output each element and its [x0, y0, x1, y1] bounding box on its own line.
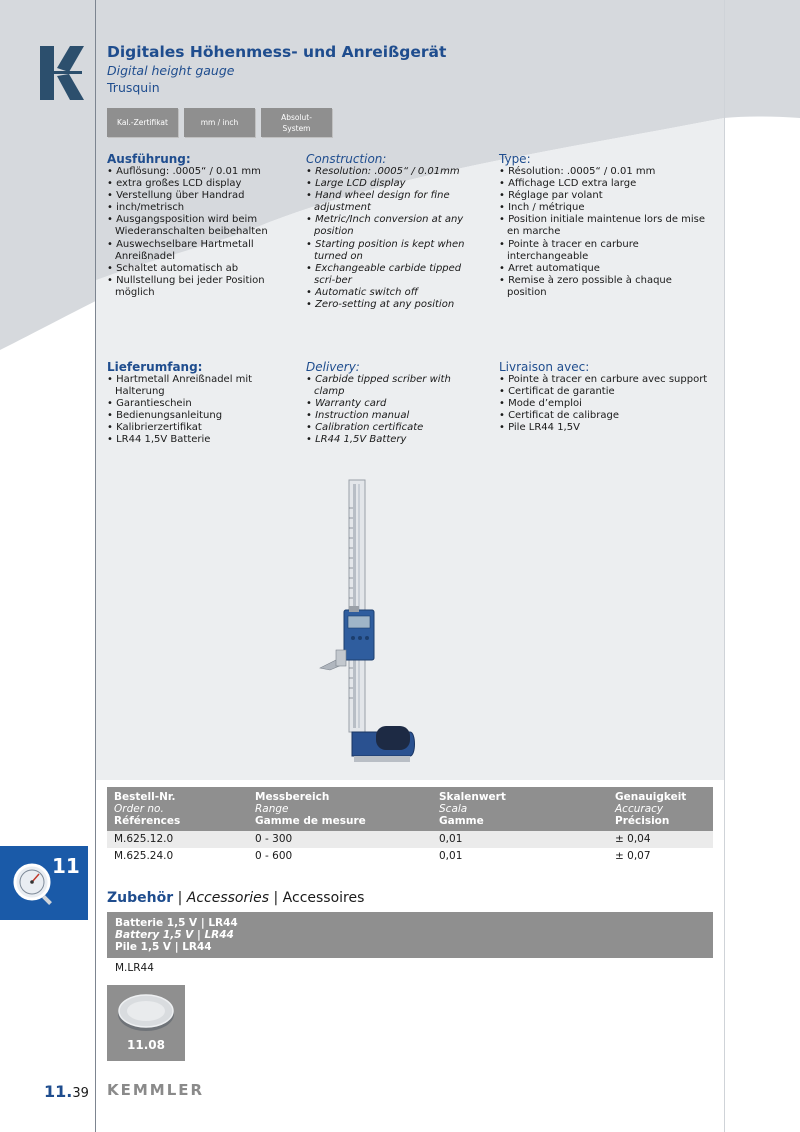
list-item: • extra großes LCD display: [107, 178, 292, 190]
list-item: • Bedienungsanleitung: [107, 410, 292, 422]
delivery-en-heading: Delivery:: [306, 360, 360, 374]
feature-tags: [107, 108, 332, 137]
header-fr: Gamme de mesure: [255, 815, 366, 827]
features-de-heading: Ausführung:: [107, 152, 191, 166]
table-cell: 0 - 300: [248, 831, 432, 848]
list-item: • Hartmetall Anreißnadel mit Halterung: [107, 374, 292, 398]
accessories-title-de: Zubehör: [107, 890, 174, 906]
list-item: • Pile LR44 1,5V: [499, 422, 714, 434]
list-item: • Hand wheel design for fine adjustment: [306, 190, 481, 214]
accessory-name-fr: Pile 1,5 V | LR44: [115, 941, 212, 953]
list-item: • Starting position is kept when turned on: [306, 239, 481, 263]
list-item: • Verstellung über Handrad: [107, 190, 292, 202]
list-item: • Kalibrierzertifikat: [107, 422, 292, 434]
list-item: • Certificat de garantie: [499, 386, 714, 398]
delivery-de-heading: Lieferumfang:: [107, 360, 203, 374]
accessory-header-bar: [107, 912, 713, 958]
page-number-page: 39: [72, 1086, 89, 1101]
header-en: Range: [255, 803, 289, 815]
list-item: • Certificat de calibrage: [499, 410, 714, 422]
header-fr: Gamme: [439, 815, 484, 827]
list-item: • Zero-setting at any position: [306, 299, 481, 311]
delivery-fr-list: [499, 374, 714, 434]
accessory-name-de: Batterie 1,5 V | LR44: [115, 917, 238, 929]
list-item: • Inch / métrique: [499, 202, 714, 214]
chapter-number: 11: [52, 854, 80, 878]
header-de: Messbereich: [255, 791, 330, 803]
header-de: Skalenwert: [439, 791, 506, 803]
page-number: [44, 1082, 89, 1101]
page-subtitle-fr: Trusquin: [107, 80, 160, 95]
tag-calibration-certificate: Kal.-Zertifikat: [107, 108, 178, 137]
header-de: Genauigkeit: [615, 791, 687, 803]
battery-coin-icon: [107, 985, 185, 1037]
list-item: • LR44 1,5V Batterie: [107, 434, 292, 446]
list-item: • Warranty card: [306, 398, 481, 410]
page-subtitle-en: Digital height gauge: [107, 63, 235, 78]
list-item: • Pointe à tracer en carbure interchangeable: [499, 239, 714, 263]
tag-absolute-system: [261, 108, 332, 137]
panel-divider: [724, 0, 725, 1132]
list-item: • Resolution: .0005“ / 0.01mm: [306, 166, 481, 178]
list-item: • inch/metrisch: [107, 202, 292, 214]
height-gauge-image: [316, 478, 420, 768]
list-item: • Large LCD display: [306, 178, 481, 190]
page-number-chapter: 11.: [44, 1082, 73, 1101]
list-item: • LR44 1,5V Battery: [306, 434, 481, 446]
list-item: • Pointe à tracer en carbure avec support: [499, 374, 714, 386]
header-de: Bestell-Nr.: [114, 791, 176, 803]
accessories-title: [107, 890, 364, 906]
table-row: [107, 831, 713, 848]
order-table: [107, 787, 713, 865]
col-range: [248, 787, 432, 831]
accessory-price: 11.08: [127, 1038, 165, 1052]
list-item: • Schaltet automatisch ab: [107, 263, 292, 275]
list-item: • Nullstellung bei jeder Position möglich: [107, 275, 292, 299]
tag-mm-inch: mm / inch: [184, 108, 255, 137]
list-item: • Calibration certificate: [306, 422, 481, 434]
list-item: • Ausgangsposition wird beim Wiederanschalten beibehalten: [107, 214, 292, 238]
kemmler-k-logo: [40, 46, 84, 100]
col-scale: [432, 787, 608, 831]
list-item: • Exchangeable carbide tipped scri-ber: [306, 263, 481, 287]
features-fr: [499, 152, 714, 299]
margin-line: [95, 0, 96, 1132]
delivery-fr-heading: Livraison avec:: [499, 360, 590, 374]
features-fr-heading: Type:: [499, 152, 531, 166]
delivery-en-list: [306, 374, 481, 447]
dial-gauge-icon: [12, 862, 58, 908]
list-item: • Instruction manual: [306, 410, 481, 422]
table-cell: 0,01: [439, 850, 463, 862]
list-item: • Automatic switch off: [306, 287, 481, 299]
table-cell: 0 - 600: [255, 850, 293, 862]
list-item: • Arret automatique: [499, 263, 714, 275]
accessories-title-en: Accessories: [186, 890, 270, 906]
delivery-de-list: [107, 374, 292, 447]
list-item: • Mode d’emploi: [499, 398, 714, 410]
delivery-fr: [499, 360, 714, 434]
accessory-name-en: Battery 1,5 V | LR44: [115, 929, 234, 941]
table-row: [107, 848, 713, 865]
header-en: Scala: [439, 803, 468, 815]
table-cell: ± 0,07: [615, 850, 651, 862]
page-title: Digitales Höhenmess- und Anreißgerät: [107, 43, 447, 61]
list-item: • Résolution: .0005“ / 0.01 mm: [499, 166, 714, 178]
features-de: [107, 152, 292, 299]
accessories-title-fr: Accessoires: [282, 890, 365, 906]
list-item: • Auflösung: .0005“ / 0.01 mm: [107, 166, 292, 178]
accessory-code: M.LR44: [115, 962, 154, 974]
title-block: [107, 42, 446, 96]
separator: |: [273, 890, 279, 906]
brand-logo-text: KEMMLER: [107, 1081, 205, 1099]
features-fr-list: [499, 166, 714, 299]
header-en: Order no.: [114, 803, 164, 815]
delivery-en: [306, 360, 481, 447]
header-fr: Références: [114, 815, 181, 827]
list-item: • Metric/Inch conversion at any position: [306, 214, 481, 238]
table-cell: M.625.12.0: [107, 831, 248, 848]
table-header-row: [107, 787, 713, 831]
col-order-no: [107, 787, 248, 831]
table-cell: M.625.24.0: [114, 850, 174, 862]
delivery-de: [107, 360, 292, 447]
features-en-list: [306, 166, 481, 311]
list-item: • Affichage LCD extra large: [499, 178, 714, 190]
list-item: • Réglage par volant: [499, 190, 714, 202]
header-fr: Précision: [615, 815, 670, 827]
list-item: • Garantieschein: [107, 398, 292, 410]
list-item: • Carbide tipped scriber with clamp: [306, 374, 481, 398]
features-en-heading: Construction:: [306, 152, 387, 166]
table-cell: 0,01: [432, 831, 608, 848]
separator: |: [177, 890, 183, 906]
tag-absolute-system-label: Absolut- System: [281, 112, 312, 133]
list-item: • Remise à zero possible à chaque position: [499, 275, 714, 299]
features-en: [306, 152, 481, 311]
table-cell: ± 0,04: [608, 831, 713, 848]
header-en: Accuracy: [615, 803, 664, 815]
list-item: • Auswechselbare Hartmetall Anreißnadel: [107, 239, 292, 263]
list-item: • Position initiale maintenue lors de mise en marche: [499, 214, 714, 238]
col-accuracy: [608, 787, 713, 831]
features-de-list: [107, 166, 292, 299]
